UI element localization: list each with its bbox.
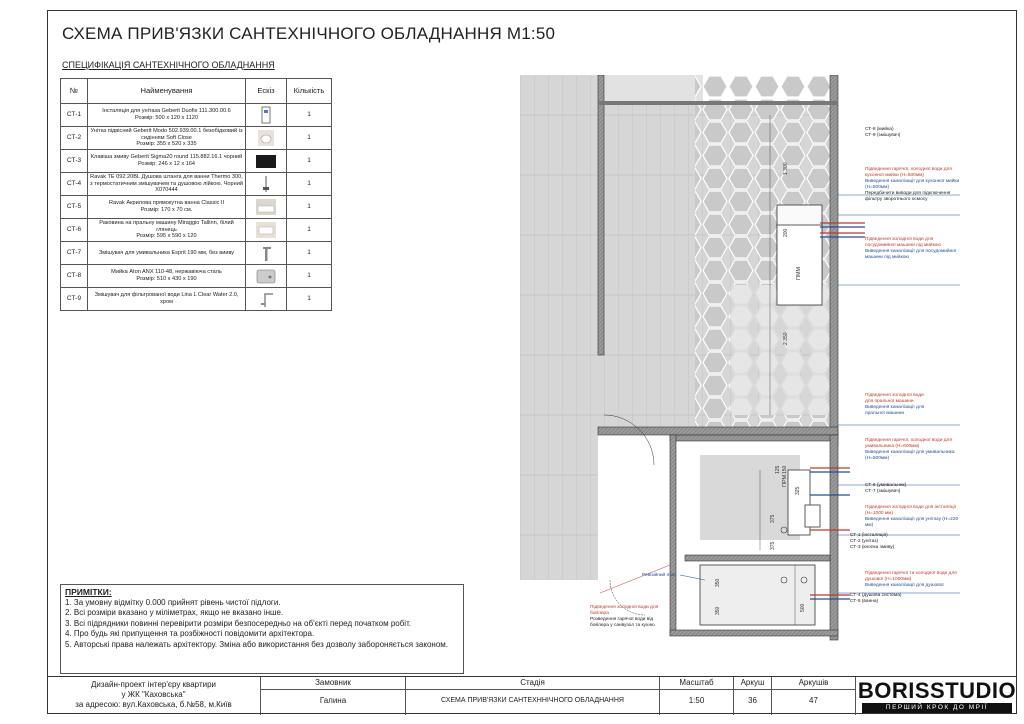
toilet-plan — [805, 505, 820, 527]
kitchen-wall-right — [830, 75, 838, 445]
installation-frame-icon — [255, 112, 277, 118]
spec-size-text: Розмір: 170 x 70 см. — [140, 207, 193, 213]
spec-title: СПЕЦИФІКАЦІЯ САНТЕХНІЧНОГО ОБЛАДНАННЯ — [62, 60, 275, 70]
project-line2: у ЖК "Каховська" — [121, 690, 186, 699]
basin-drain-text: Виведення каналізації для умивальника (Н=500мм) — [865, 449, 955, 461]
spec-name — [88, 104, 246, 127]
sheet-label: Аркуш — [740, 678, 765, 687]
spec-no: СТ-8 — [61, 265, 88, 288]
dim-200: 200 — [783, 228, 789, 237]
spec-qty: 1 — [287, 150, 332, 173]
sheet-cell — [733, 677, 771, 715]
boiler-supply-text: Підведення холодної води для бойлера — [590, 605, 659, 616]
project-info — [47, 677, 260, 715]
spec-name-text: Унітаз підвісний Geberit Modo 502.939.00.1 безобідковий із сидінням Soft Close — [90, 127, 243, 141]
dim-375b: 375 — [770, 541, 776, 550]
spec-row — [61, 196, 332, 219]
basin-notes — [865, 438, 963, 462]
osmosis-text: Передбачити виводи для підключення фільтру зворотнього осмосу — [865, 190, 951, 202]
spec-row — [61, 150, 332, 173]
spec-no: СТ-4 — [61, 173, 88, 196]
spec-sketch — [246, 127, 287, 150]
spec-name-text: Інсталяція для унітаза Geberit Duofix 111.300.00.6 — [102, 108, 231, 115]
kitchen-wall-left — [598, 75, 604, 355]
spec-row — [61, 173, 332, 196]
spec-row — [61, 127, 332, 150]
spec-name-text: Клавіша змиву Geberit Sigma20 round 115.882.16.1 чорний — [90, 154, 243, 161]
top-strip — [598, 75, 703, 103]
revision-text: Ревізійний люк — [642, 573, 676, 578]
kitchen-wall-bottom — [598, 427, 838, 435]
basin-mixer-icon — [255, 250, 277, 256]
prm-label: ПРМ — [782, 474, 788, 487]
toilet-tags — [850, 533, 894, 551]
scale-cell — [659, 677, 733, 715]
spec-size-text: Розмір: 500 x 120 x 1120 — [135, 115, 198, 121]
note-item: 3. Всі підрядники повинні перевірити розміри безпосередньо на об'єкті перед початком робіт. — [65, 618, 412, 628]
install-supply-text: Підведення холодної води для інсталяції (Н=1000 мм) — [865, 505, 957, 516]
spec-name — [88, 265, 246, 288]
scale-value: 1:50 — [688, 696, 705, 705]
kitchen-wall-top — [598, 101, 838, 105]
project-line1: Дизайн-проект інтер'єру квартири — [90, 680, 216, 689]
spec-sketch — [246, 288, 287, 311]
corridor-floor — [520, 75, 598, 580]
dishwasher-notes — [865, 237, 963, 261]
washbasin-icon — [255, 227, 277, 233]
basin-supply-text: Підведення гарячої, холодної води для умивальника (Н=600мм) — [865, 438, 952, 449]
stage-value: СХЕМА ПРИВ'ЯЗКИ САНТЕХННІЧНОГО ОБЛАДНАННЯ — [441, 697, 624, 704]
spec-no: СТ-2 — [61, 127, 88, 150]
spec-name-text: Змішувач для умивальника Esprit 190 мм, без вииву — [98, 249, 235, 256]
spec-name-text: Раковина на пральну машину Miraggio Tallinn, білий глянець — [99, 219, 234, 233]
spec-sketch — [246, 265, 287, 288]
dim-375a: 375 — [770, 514, 776, 523]
dishwasher — [777, 225, 822, 305]
stage-cell — [405, 677, 659, 715]
dim-350a: 350 — [715, 578, 721, 587]
toilet-icon — [255, 135, 277, 141]
revision-hatch-label — [642, 573, 675, 579]
spec-row — [61, 288, 332, 311]
shower-drain-text: Виведення каналізації для душової — [865, 582, 944, 588]
dim-125: 125 — [775, 465, 781, 474]
spec-size-text: Розмір: 355 x 520 x 335 — [136, 141, 197, 148]
spec-no: СТ-1 — [61, 104, 88, 127]
spec-name — [88, 150, 246, 173]
spec-qty: 1 — [287, 196, 332, 219]
spec-name-text: Ravak Акрилова прямокутна ванна Classic II — [108, 200, 225, 207]
note-item: 4. Про будь які припущення та розбіжності повідомити архітектора. — [65, 629, 315, 639]
col-qty: Кількість — [287, 79, 332, 104]
spec-qty: 1 — [287, 265, 332, 288]
toilet-tags-text: СТ-1 (інсталяція) СТ-2 (унітаз) СТ-3 (кнопка змиву) — [850, 533, 895, 550]
spec-row — [61, 104, 332, 127]
spec-sketch — [246, 173, 287, 196]
spec-qty: 1 — [287, 104, 332, 127]
spec-no: СТ-5 — [61, 196, 88, 219]
spec-name-text: Мийка Aton ANX 110-48, нержавіюча сталь — [111, 269, 222, 276]
studio-logo — [855, 677, 1017, 715]
spec-qty: 1 — [287, 219, 332, 242]
spec-name — [88, 219, 246, 242]
note-item: 1. За умовну відмітку 0.000 прийнят рівень чистої підлоги. — [65, 598, 281, 608]
spec-qty: 1 — [287, 288, 332, 311]
boiler-notes — [590, 605, 660, 629]
spec-table — [60, 78, 332, 311]
spec-row — [61, 219, 332, 242]
spec-no: СТ-7 — [61, 242, 88, 265]
flush-button-icon — [255, 158, 277, 164]
spec-size-text: Розмір: 246 x 12 x 164 — [137, 161, 196, 167]
note-item: 5. Авторські права належать архітектору. Зміна або використання без дозволу забороняється законом. — [65, 639, 448, 649]
spec-row — [61, 242, 332, 265]
shower-supply-text: Підведення гарячої та холодної води для душової (Н=1000мм) — [865, 571, 957, 582]
install-notes — [865, 505, 963, 529]
pmm-label: ПММ — [796, 266, 802, 280]
filter-tap-icon — [255, 296, 277, 302]
dim-1300: 1 300 — [783, 162, 789, 175]
dim-500: 500 — [800, 603, 806, 612]
shower-set-icon — [255, 181, 277, 187]
spec-name — [88, 196, 246, 219]
sheets-label: Аркушів — [798, 678, 829, 687]
spec-sketch — [246, 242, 287, 265]
install-drain-text: Виведення каналізації для унітазу (Н=220 мм) — [865, 516, 959, 528]
spec-no: СТ-9 — [61, 288, 88, 311]
spec-no: СТ-6 — [61, 219, 88, 242]
bath-tags — [850, 593, 902, 605]
logo-tagline: ПЕРШИЙ КРОК ДО МРІЇ — [862, 703, 1012, 713]
dim-325: 325 — [795, 486, 801, 495]
washer-drain-text: Виведення каналізації для пральної машини — [865, 404, 925, 416]
spec-size-text: Розмір: 595 x 590 x 120 — [136, 233, 197, 240]
floor-plan-drawing — [520, 75, 1010, 645]
kitchen-tags — [865, 127, 900, 139]
kitchen-drain-text: Виведення каналізації для кухонної мийки (Н=500мм) — [865, 178, 960, 190]
bathtub-plan — [700, 565, 815, 625]
scale-label: Масштаб — [679, 678, 714, 687]
page-title: СХЕМА ПРИВ'ЯЗКИ САНТЕХНІЧНОГО ОБЛАДНАННЯ М1:50 — [62, 24, 556, 43]
spec-size-text: Розмір: 510 x 430 x 190 — [136, 276, 197, 282]
spec-name — [88, 173, 246, 196]
spec-qty: 1 — [287, 173, 332, 196]
spec-body — [61, 104, 332, 311]
basin-tags-text: СТ-6 (умивальник) СТ-7 (змішувач) — [865, 483, 907, 494]
kitchen-sink-icon — [255, 273, 277, 279]
sheets-cell — [771, 677, 855, 715]
boiler-out-text: Розведення гарячої води від бойлера у санвузол та кухню — [590, 616, 655, 628]
title-block — [47, 676, 1017, 715]
dishwasher-drain-text: Виведення каналізації для посудомийної машини під мийкою — [865, 248, 957, 260]
spec-name — [88, 127, 246, 150]
sheet-value: 36 — [748, 696, 757, 705]
stage-label: Стадія — [520, 678, 545, 687]
dim-2350: 2 350 — [783, 332, 789, 345]
col-no: № — [61, 79, 88, 104]
notes-box — [60, 584, 464, 674]
notes-heading: ПРИМІТКИ: — [65, 587, 112, 597]
spec-name — [88, 288, 246, 311]
spec-sketch — [246, 150, 287, 173]
sheets-value: 47 — [809, 696, 818, 705]
project-line3: за адресою: вул.Каховська, б.№58, м.Київ — [75, 700, 232, 709]
spec-name-text: Ravak TE 092.20BL Душова штанга для ванни Thermo 300, з термостатичним змішувачем та душовою лійкою. Чорний X070444 — [90, 173, 243, 194]
note-item: 2. Всі розміри вказано у міліметрах, якщо не вказано інше. — [65, 608, 284, 618]
client-cell — [260, 677, 405, 715]
spec-name-text: Змішувач для фільтрованої води Lina L Clear Water 2.0, хром — [94, 292, 239, 305]
spec-sketch — [246, 196, 287, 219]
washer-notes — [865, 393, 925, 417]
spec-sketch — [246, 219, 287, 242]
basin-tags — [865, 483, 906, 495]
spec-sketch — [246, 104, 287, 127]
dishwasher-supply-text: Підведення холодної води для посудомийної машини під мийкою — [865, 237, 942, 248]
floor-plan — [520, 75, 1010, 645]
shower-notes — [865, 571, 963, 589]
spec-row — [61, 265, 332, 288]
bathtub-icon — [255, 204, 277, 210]
kitchen-notes — [865, 167, 963, 203]
kitchen-tags-text: СТ-8 (мийка) СТ-9 (змішувач) — [865, 127, 901, 138]
dim-350b: 350 — [715, 606, 721, 615]
bath-tags-text: СТ-4 (душова система) СТ-5 (ванна) — [850, 593, 902, 604]
spec-qty: 1 — [287, 127, 332, 150]
client-value: Галина — [319, 696, 347, 705]
spec-qty: 1 — [287, 242, 332, 265]
col-name: Найменування — [88, 79, 246, 104]
kitchen-supply-text: Підведення гарячої, холодної води для кухонної мийки (Н=500мм) — [865, 167, 952, 178]
logo-text: BORISSTUDIO — [857, 678, 1017, 703]
client-label: Замовник — [315, 678, 351, 687]
spec-no: СТ-3 — [61, 150, 88, 173]
washer-supply-text: Підведення холодної води для пральної машини — [865, 393, 924, 404]
dim-150: 150 — [782, 465, 788, 474]
col-sketch: Ескіз — [246, 79, 287, 104]
spec-name — [88, 242, 246, 265]
